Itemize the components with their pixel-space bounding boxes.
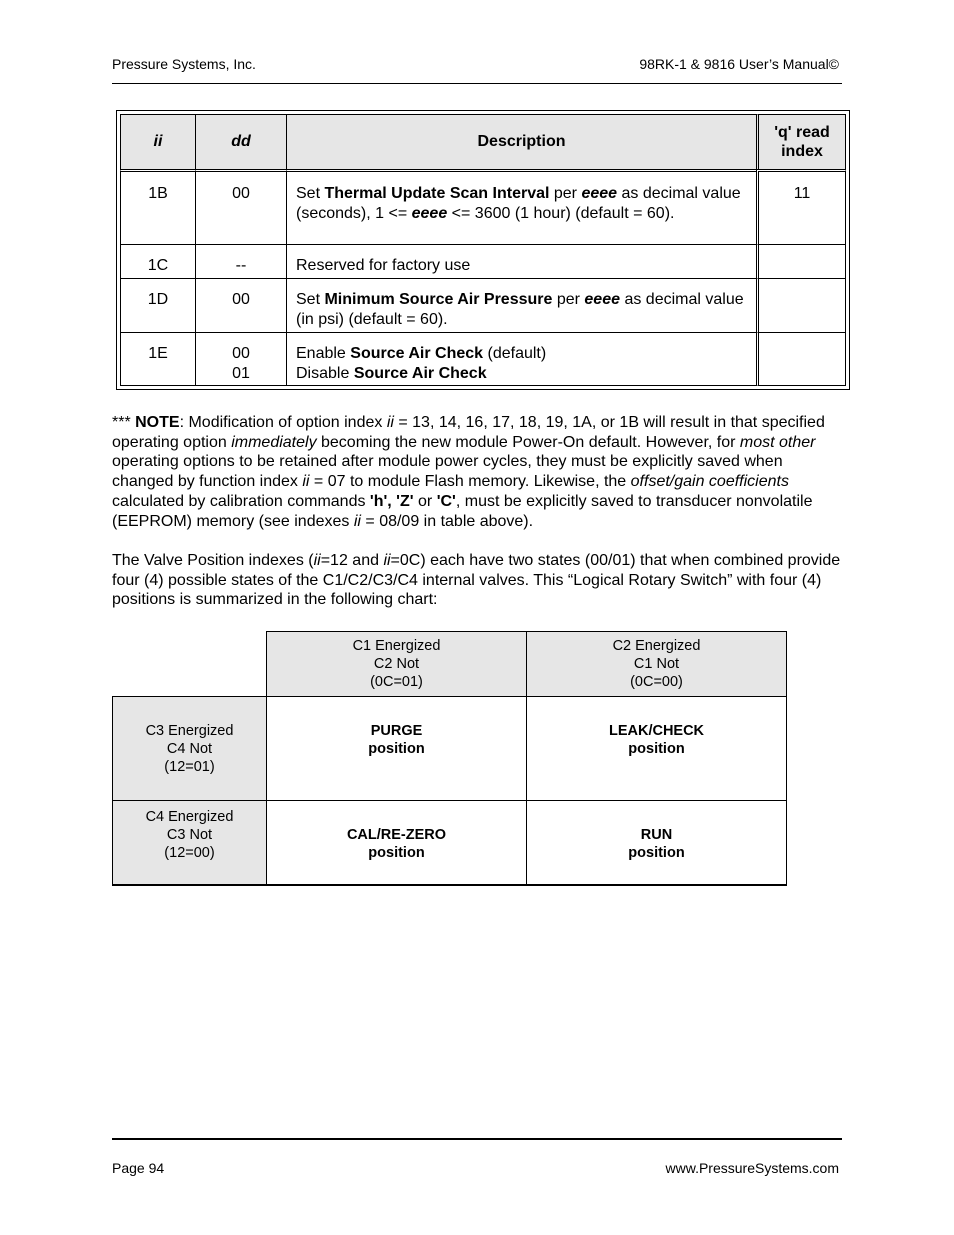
cal-rezero-position-cell: CAL/RE-ZERO position bbox=[267, 801, 527, 886]
valve-position-chart bbox=[112, 631, 787, 886]
cell-ii: 1D bbox=[120, 278, 195, 332]
run-position-cell: RUN position bbox=[527, 801, 787, 886]
cell-ii: 1B bbox=[120, 169, 195, 244]
col-header-q-read-index bbox=[756, 114, 846, 169]
cell-dd: 00 bbox=[195, 278, 286, 332]
cell-dd: -- bbox=[195, 244, 286, 278]
cell-ii: 1E bbox=[120, 332, 195, 386]
col-header-c1-energized: C1 Energized C2 Not (0C=01) bbox=[267, 632, 527, 697]
q-read-line1: 'q' read bbox=[774, 123, 830, 141]
header-rule bbox=[112, 83, 842, 84]
q-read-line2: index bbox=[781, 143, 823, 160]
table-row bbox=[113, 697, 787, 801]
table-row bbox=[120, 332, 846, 386]
table-row bbox=[120, 169, 846, 244]
header-manual-title: 98RK-1 & 9816 User’s Manual© bbox=[639, 56, 839, 72]
valve-header-row bbox=[113, 632, 787, 697]
options-table bbox=[120, 114, 846, 386]
note-paragraph: *** NOTE: Modification of option index ii = 13, 14, 16, 17, 18, 19, 1A, or 1B will result in that specified operating option immediately becoming the new module Power-On default. However, for most other operating options to be retained after module power cycles, they must be explicitly saved when changed by function index ii = 07 to module Flash memory. Likewise, the offset/gain coefficients calculated by calibration commands 'h', 'Z' or 'C', must be explicitly saved to transducer nonvolatile (EEPROM) memory (see indexes ii = 08/09 in table above). bbox=[112, 414, 825, 530]
footer-website: www.PressureSystems.com bbox=[665, 1160, 839, 1176]
row-header-c4-energized: C4 Energized C3 Not (12=00) bbox=[113, 801, 267, 886]
table-row bbox=[113, 801, 787, 886]
cell-dd: 00 01 bbox=[195, 332, 286, 386]
col-header-ii: ii bbox=[120, 114, 195, 169]
options-table-header-row bbox=[120, 114, 846, 169]
cell-description: Set Minimum Source Air Pressure per eeee as decimal value (in psi) (default = 60). bbox=[286, 278, 756, 332]
row-header-c3-energized: C3 Energized C4 Not (12=01) bbox=[113, 697, 267, 801]
valve-intro-paragraph: The Valve Position indexes (ii=12 and ii=0C) each have two states (00/01) that when combined provide four (4) possible states of the C1/C2/C3/C4 internal valves. This “Logical Rotary Switch” with four (4) positions is summarized in the following chart: bbox=[112, 552, 841, 609]
cell-dd: 00 bbox=[195, 169, 286, 244]
cell-ii: 1C bbox=[120, 244, 195, 278]
purge-position-cell: PURGE position bbox=[267, 697, 527, 801]
col-header-c2-energized: C2 Energized C1 Not (0C=00) bbox=[527, 632, 787, 697]
table-row bbox=[120, 244, 846, 278]
header-company: Pressure Systems, Inc. bbox=[112, 56, 256, 72]
empty-corner bbox=[113, 632, 267, 697]
cell-q-index bbox=[756, 332, 846, 386]
col-header-description: Description bbox=[286, 114, 756, 169]
leak-check-position-cell: LEAK/CHECK position bbox=[527, 697, 787, 801]
options-table-frame bbox=[116, 110, 850, 390]
cell-q-index bbox=[756, 244, 846, 278]
cell-description: Enable Source Air Check (default) Disable Source Air Check bbox=[286, 332, 756, 386]
footer-rule bbox=[112, 1138, 842, 1140]
table-row bbox=[120, 278, 846, 332]
cell-q-index bbox=[756, 278, 846, 332]
cell-q-index: 11 bbox=[756, 169, 846, 244]
footer-page-number: Page 94 bbox=[112, 1160, 165, 1176]
col-header-dd: dd bbox=[195, 114, 286, 169]
cell-description: Set Thermal Update Scan Interval per eeee as decimal value (seconds), 1 <= eeee <= 3600 (1 hour) (default = 60). bbox=[286, 169, 756, 244]
cell-description: Reserved for factory use bbox=[286, 244, 756, 278]
